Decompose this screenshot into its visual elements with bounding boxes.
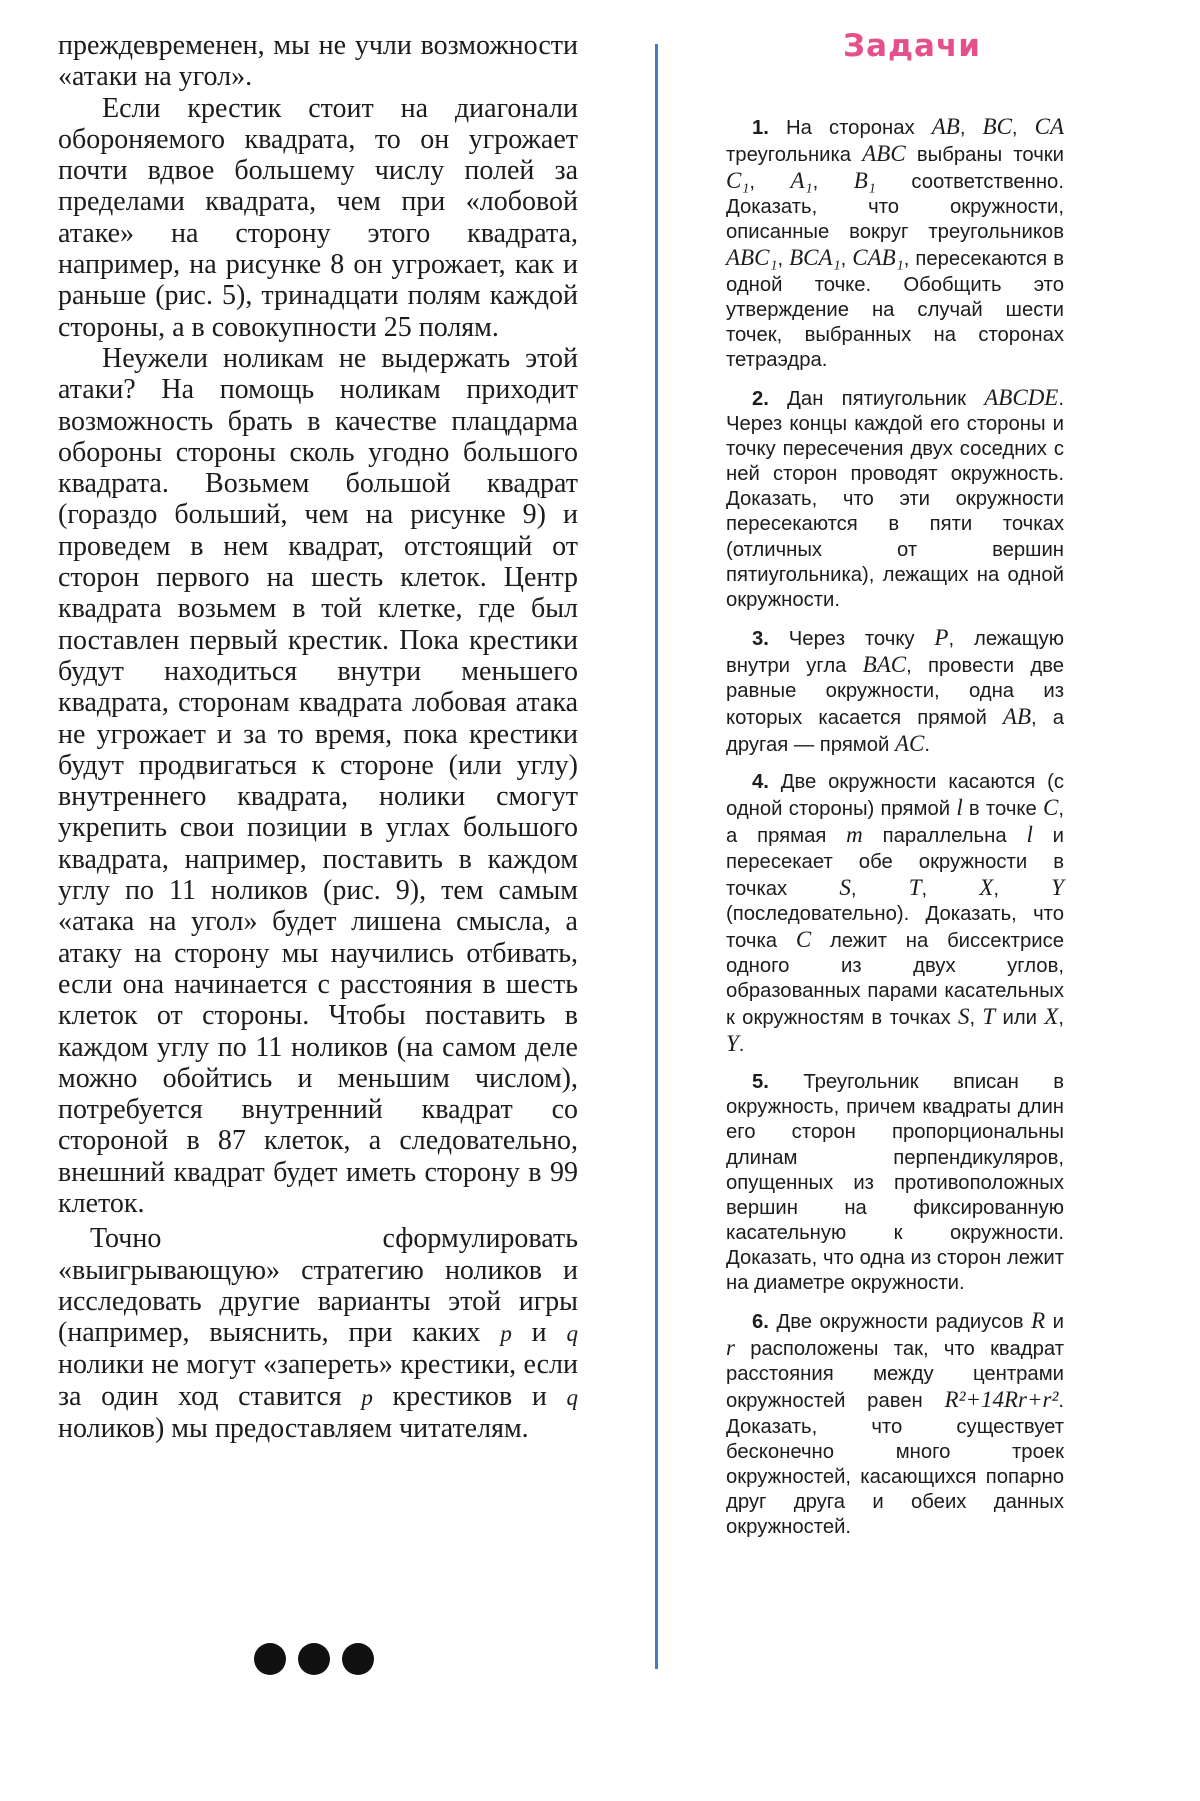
dot-ornament <box>254 1643 286 1675</box>
text: и <box>511 1317 567 1349</box>
text: , <box>850 877 909 900</box>
text: Точно сформулировать «выигрывающую» стратегию ноликов и исследовать другие варианты этой игры (например, выяснить, при каких <box>58 1223 578 1349</box>
text: выбраны точки <box>905 144 1064 167</box>
text: , <box>840 248 853 271</box>
text: , а прямая <box>726 798 1064 848</box>
text: , пересекаются в одной точке. Обобщить это утверждение на случай шести точек, выбранных на сторонах тетраэдра. <box>726 248 1064 371</box>
text: соответственно. Доказать, что окружности, описанные вокруг треугольников <box>726 171 1064 244</box>
problems-column <box>726 30 1064 1552</box>
math: CA <box>1034 114 1064 139</box>
problem-number: 1. <box>752 117 769 139</box>
problem-4 <box>726 770 1064 1058</box>
text: крестиков и <box>372 1380 567 1412</box>
paragraph: Неужели ноликам не выдержать этой атаки? На помощь ноликам приходит возможность брать в качестве плацдарма обороны стороны сколь угодно большого квадрата. Возьмем большой квадрат (гораздо больший, чем на рисунке 9) и проведем в нем квадрат, отстоящий от сторон первого на шесть клеток. Центр квадрата возьмем в той клетке, где был поставлен первый крестик. Пока крестики будут находиться внутри меньшего квадрата, сторонам квадрата лобовая атака не угрожает и за то время, пока крестики будут продвигаться к стороне (или углу) внутреннего квадрата, нолики смогут укрепить свои позиции в углах большого квадрата, например, поставить в каждом углу по 11 ноликов (рис. 9), тем самым «атака на угол» будет лишена смысла, а атаку на сторону мы научились отбивать, если она начинается с расстояния в шесть клеток от стороны. Чтобы поставить в каждом углу по 11 ноликов (на самом деле можно обойтись и меньшим числом), потребуется внутренний квадрат со стороной в 87 клеток, а следовательно, внешний квадрат будет иметь сторону в 99 клеток. <box>58 342 578 1219</box>
problem-number: 6. <box>752 1311 769 1334</box>
text: , <box>1011 117 1035 139</box>
math: R²+14Rr+r² <box>944 1387 1059 1413</box>
text: . <box>924 734 931 757</box>
closing-paragraph <box>58 1223 578 1444</box>
text: . Через концы каждой его стороны и точку пересечения двух соседних с ней сторон проводят окружность. Доказать, что эти окружности пересекаются в пяти точках (отличных от вершин пятиугольника), лежащих на одной окружности. <box>726 387 1064 611</box>
math: S <box>839 874 851 900</box>
text: параллельна <box>862 825 1027 848</box>
text: треугольника <box>726 144 863 167</box>
column-divider <box>655 44 658 1669</box>
text: . <box>738 1034 745 1057</box>
dot-ornament <box>298 1643 330 1675</box>
math: l <box>1026 822 1033 848</box>
math: C₁ <box>726 168 750 194</box>
dot-ornament <box>342 1643 374 1675</box>
text: , <box>812 171 854 194</box>
math: CAB₁ <box>852 245 904 271</box>
math: T <box>982 1004 996 1030</box>
math: Y <box>1051 874 1064 900</box>
text: и пересекает обе окружности в точках <box>726 825 1064 900</box>
problem-3 <box>726 625 1064 758</box>
text: , лежащую внутри угла <box>726 627 1064 677</box>
math: ABCDE <box>984 384 1059 410</box>
math: S <box>957 1004 970 1030</box>
math: BAC <box>862 651 907 677</box>
section-end-dots <box>254 1643 378 1679</box>
math: AC <box>895 731 925 757</box>
math: AB <box>1002 704 1031 730</box>
math: BCA₁ <box>789 245 841 271</box>
problem-5 <box>726 1070 1064 1296</box>
math: ABC <box>862 141 906 167</box>
text: , <box>921 877 980 900</box>
math: AB <box>931 114 960 139</box>
text: Треугольник вписан в окружность, причем квадраты длин его сторон пропорциональны длинам перпендикуляров, опущенных из противоположных вершин на фиксированную касательную к окружности. Доказать, что одна из сторон лежит на диаметре окружности. <box>726 1071 1064 1295</box>
math: T <box>908 874 922 900</box>
text: , а другая — прямой <box>726 707 1064 757</box>
problem-number: 4. <box>752 771 769 794</box>
text: и <box>1045 1311 1064 1334</box>
text: лежит на биссектрисе одного из двух углов, образованных парами касательных к окружностям в точках <box>726 929 1064 1030</box>
math: B₁ <box>853 168 876 194</box>
text: , <box>959 117 983 139</box>
text: нолики не могут «запереть» крестики, если за один ход ставится <box>58 1349 578 1412</box>
math: Y <box>726 1031 739 1057</box>
math: C <box>795 926 812 952</box>
text: Две окружности радиусов <box>768 1311 1032 1334</box>
text: Две окружности касаются (с одной стороны) прямой <box>726 771 1064 821</box>
problem-1 <box>726 114 1064 373</box>
text: Через точку <box>768 627 935 650</box>
problem-number: 5. <box>752 1071 769 1094</box>
problem-2 <box>726 385 1064 613</box>
text: или <box>995 1007 1045 1030</box>
math-p: p <box>361 1384 373 1410</box>
text: (последовательно). Доказать, что точка <box>726 902 1064 952</box>
math: r <box>726 1335 735 1361</box>
math: C <box>1043 795 1059 821</box>
text: , провести две равные окружности, одна из которых касается прямой <box>726 654 1064 730</box>
math: X <box>1044 1004 1059 1030</box>
section-title: Задачи <box>843 28 981 64</box>
text: , <box>1058 1007 1064 1030</box>
text: расположены так, что квадрат расстояния между центрами окружностей равен <box>726 1338 1064 1413</box>
math: P <box>934 624 949 650</box>
math: X <box>979 874 994 900</box>
text: , <box>993 877 1052 900</box>
left-column <box>58 30 578 1444</box>
text: , <box>749 171 791 194</box>
math: l <box>956 795 963 821</box>
math-p: p <box>500 1321 512 1347</box>
problem-6 <box>726 1308 1064 1540</box>
text: Дан пятиугольник <box>768 387 985 410</box>
problem-number: 3. <box>752 627 769 650</box>
paragraph: Если крестик стоит на диагонали обороняемого квадрата, то он угрожает почти вдвое большему числу полей за пределами квадрата, чем при «лобовой атаке» на сторону этого квадрата, например, на рисунке 8 он угрожает, как и раньше (рис. 5), тринадцати полям каждой стороны, а в совокупности 25 полям. <box>58 92 578 343</box>
paragraph: преждевременен, мы не учли возможности «атаки на угол». <box>58 30 578 93</box>
text: На сторонах <box>768 117 932 139</box>
math: A₁ <box>790 168 813 194</box>
math-q: q <box>566 1384 579 1410</box>
text: . Доказать, что существует бесконечно много троек окружностей, касающихся попарно друг друга и обеих данных окружностей. <box>726 1390 1064 1538</box>
math: R <box>1031 1308 1046 1334</box>
math: BC <box>982 114 1012 139</box>
text: в точке <box>962 798 1044 821</box>
text: , <box>969 1007 983 1030</box>
math: m <box>846 822 863 848</box>
math: ABC₁ <box>726 245 778 271</box>
problem-number: 2. <box>752 387 769 410</box>
math-q: q <box>566 1321 578 1347</box>
text: ноликов) мы предоставляем читателям. <box>58 1413 529 1445</box>
text: , <box>777 248 790 271</box>
